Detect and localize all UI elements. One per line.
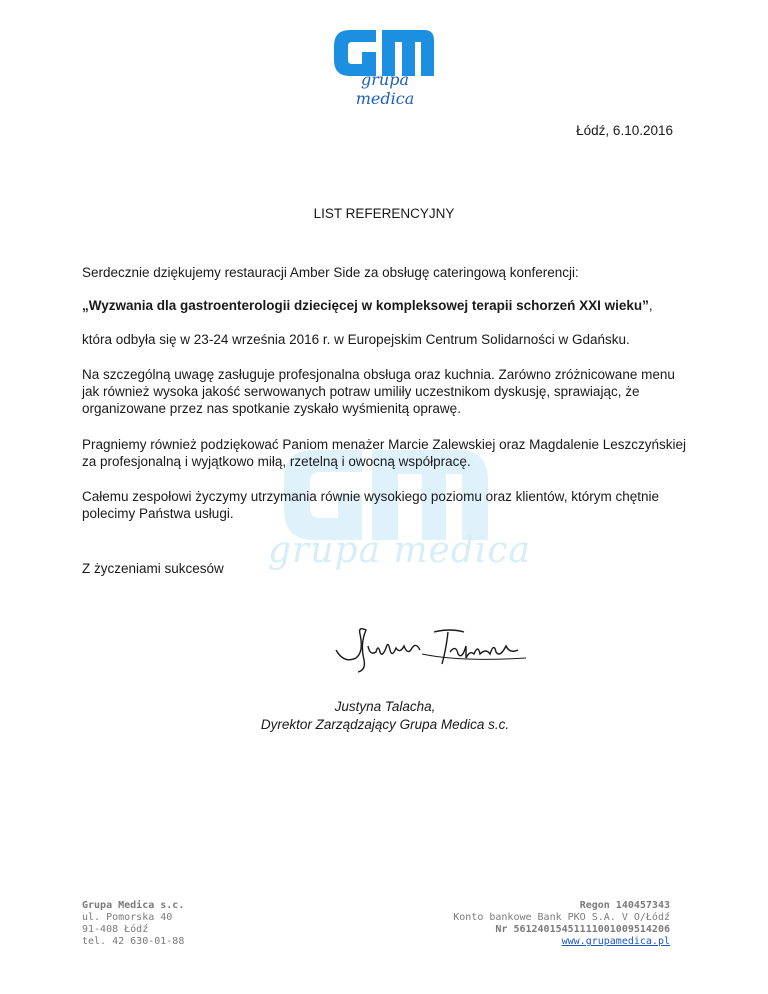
footer-address (82, 900, 184, 948)
paragraph-wishes: Całemu zespołowi życzymy utrzymania równie wysokiego poziomu oraz klientów, którym chętnie polecimy Państwa usługi. (82, 489, 659, 521)
logo-wordmark: grupa medica (355, 70, 415, 108)
watermark-wordmark: grupa medica (268, 530, 532, 571)
footer-city: 91-408 Łódź (82, 924, 149, 935)
closing-line: Z życzeniami sukcesów (82, 561, 224, 576)
paragraph-service-praise: Na szczególną uwagę zasługuje profesjonalna obsługa oraz kuchnia. Zarówno zróżnicowane menu jak również wysoka jakość serwowanych potraw umiliły uczestnikom dyskusję, sprawiając, że organizowane przez nas spotkanie zyskało wyśmienitą oprawę. (82, 367, 675, 416)
paragraph-conference-title (82, 297, 692, 314)
footer-street: ul. Pomorska 40 (82, 912, 173, 923)
signatory-title: Dyrektor Zarządzający Grupa Medica s.c. (260, 717, 510, 732)
footer-phone: tel. 42 630-01-88 (82, 936, 185, 947)
letter-date: Łódź, 6.10.2016 (576, 123, 673, 138)
paragraph-event-details: która odbyła się w 23-24 września 2016 r. w Europejskim Centrum Solidarności w Gdańsku. (82, 332, 630, 347)
conference-title: „Wyzwania dla gastroenterologii dziecięcej w kompleksowej terapii schorzeń XXI wieku” (82, 298, 649, 313)
footer-bank: Konto bankowe Bank PKO S.A. V O/Łódź (453, 912, 670, 923)
footer-company-name: Grupa Medica s.c. (82, 900, 185, 911)
paragraph-staff-thanks: Pragniemy również podziękować Paniom menażer Marcie Zalewskiej oraz Magdalenie Leszczyńskiej za profesjonalną i wyjątkowo miłą, rzetelną i owocną współpracę. (82, 437, 687, 469)
footer-account-number: Nr 56124015451111001009514206 (495, 924, 670, 935)
paragraph-thanks: Serdecznie dziękujemy restauracji Amber Side za obsługę cateringową konferencji: (82, 265, 579, 280)
footer-company-info (453, 900, 670, 948)
conference-title-comma: , (648, 298, 653, 313)
signatory-name: Justyna Talacha, (334, 699, 436, 714)
website-link[interactable]: www.grupamedica.pl (561, 936, 670, 947)
handwritten-signature (330, 620, 530, 678)
footer-regon: Regon 140457343 (579, 900, 670, 911)
letter-subject: LIST REFERENCYJNY (313, 206, 455, 221)
